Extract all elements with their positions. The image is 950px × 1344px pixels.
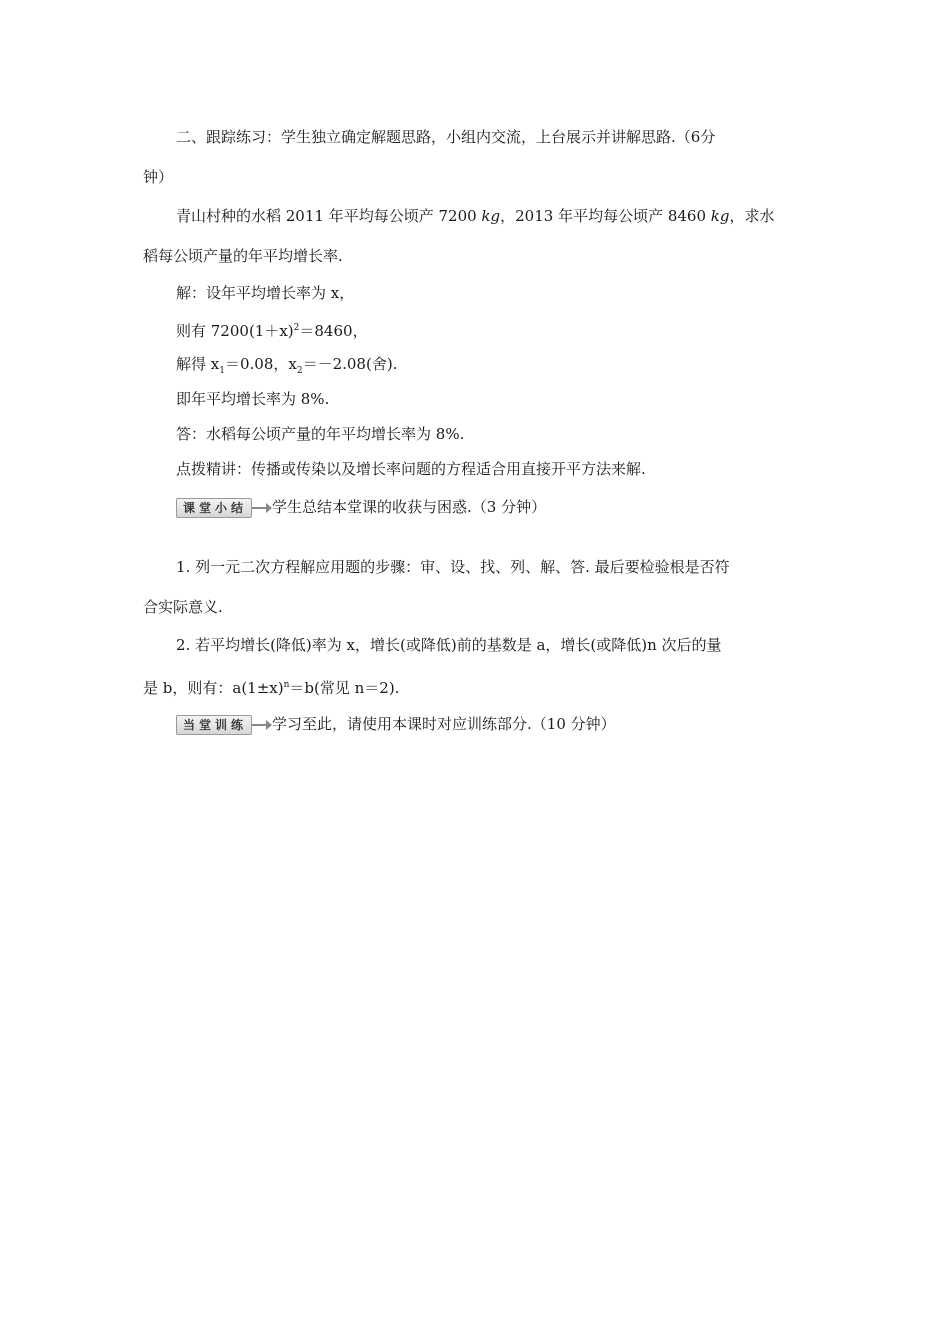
solution-text-3a: 解得 x (176, 355, 220, 373)
solution-text-2a: 则有 7200(1＋x) (176, 322, 294, 340)
summary-item-2-text-a: 是 b，则有：a(1±x) (143, 679, 284, 697)
summary-badge: 课堂小结 (176, 498, 252, 518)
solution-step-3 (176, 354, 397, 381)
arrow-icon (252, 507, 270, 509)
training-text: 学习至此，请使用本课时对应训练部分.（10 分钟） (272, 715, 616, 733)
summary-item-1-text-cont: 合实际意义. (143, 598, 223, 616)
summary-item-2 (176, 635, 722, 655)
exponent: 2 (293, 323, 300, 333)
practice-heading-line2: 钟） (143, 168, 174, 186)
subscript-2: 2 (296, 366, 303, 376)
practice-heading (176, 127, 715, 147)
summary-text: 学生总结本堂课的收获与困惑.（3 分钟） (272, 498, 547, 516)
unit-kg-1: kg (481, 207, 501, 225)
practice-heading-line1: 二、跟踪练习：学生独立确定解题思路，小组内交流，上台展示并讲解思路.（6分 (176, 128, 716, 146)
summary-item-2-text: 2. 若平均增长(降低)率为 x，增长(或降低)前的基数是 a，增长(或降低)n 次后的量 (176, 636, 722, 654)
solution-step-4 (176, 389, 329, 409)
solution-text-2b: ＝8460， (299, 322, 368, 340)
solution-text-3b: ＝0.08，x (224, 355, 297, 373)
summary-item-2-cont (143, 675, 399, 698)
answer-line (176, 424, 464, 444)
problem-statement-cont (143, 246, 343, 266)
solution-text-1: 解：设年平均增长率为 x， (176, 284, 355, 302)
solution-step-2 (176, 318, 368, 341)
training-badge: 当堂训练 (176, 715, 252, 735)
solution-text-4: 即年平均增长率为 8%. (176, 390, 330, 408)
training-header (176, 714, 616, 735)
summary-item-1 (176, 557, 730, 577)
arrow-icon (252, 724, 270, 726)
subscript-1: 1 (219, 366, 225, 376)
practice-heading-cont (143, 167, 173, 187)
exponent-n: n (283, 680, 290, 690)
problem-statement (176, 206, 775, 226)
tip-text: 点拨精讲：传播或传染以及增长率问题的方程适合用直接开平方法来解. (176, 460, 646, 478)
problem-text-line2: 稻每公顷产量的年平均增长率. (143, 247, 343, 265)
problem-text-a: 青山村种的水稻 2011 年平均每公顷产 7200 (176, 207, 482, 225)
summary-header (176, 497, 546, 518)
answer-text: 答：水稻每公顷产量的年平均增长率为 8%. (176, 425, 465, 443)
solution-step-1 (176, 283, 354, 303)
summary-item-1-text: 1. 列一元二次方程解应用题的步骤：审、设、找、列、解、答. 最后要检验根是否符 (176, 558, 730, 576)
problem-text-b: ，2013 年平均每公顷产 8460 (500, 207, 711, 225)
summary-item-2-text-b: ＝b(常见 n＝2). (289, 679, 400, 697)
problem-text-c: ，求水 (729, 207, 775, 225)
summary-item-1-cont (143, 597, 223, 617)
solution-text-3c: ＝－2.08(舍). (302, 355, 398, 373)
unit-kg-2: kg (710, 207, 730, 225)
tip-line (176, 459, 646, 479)
